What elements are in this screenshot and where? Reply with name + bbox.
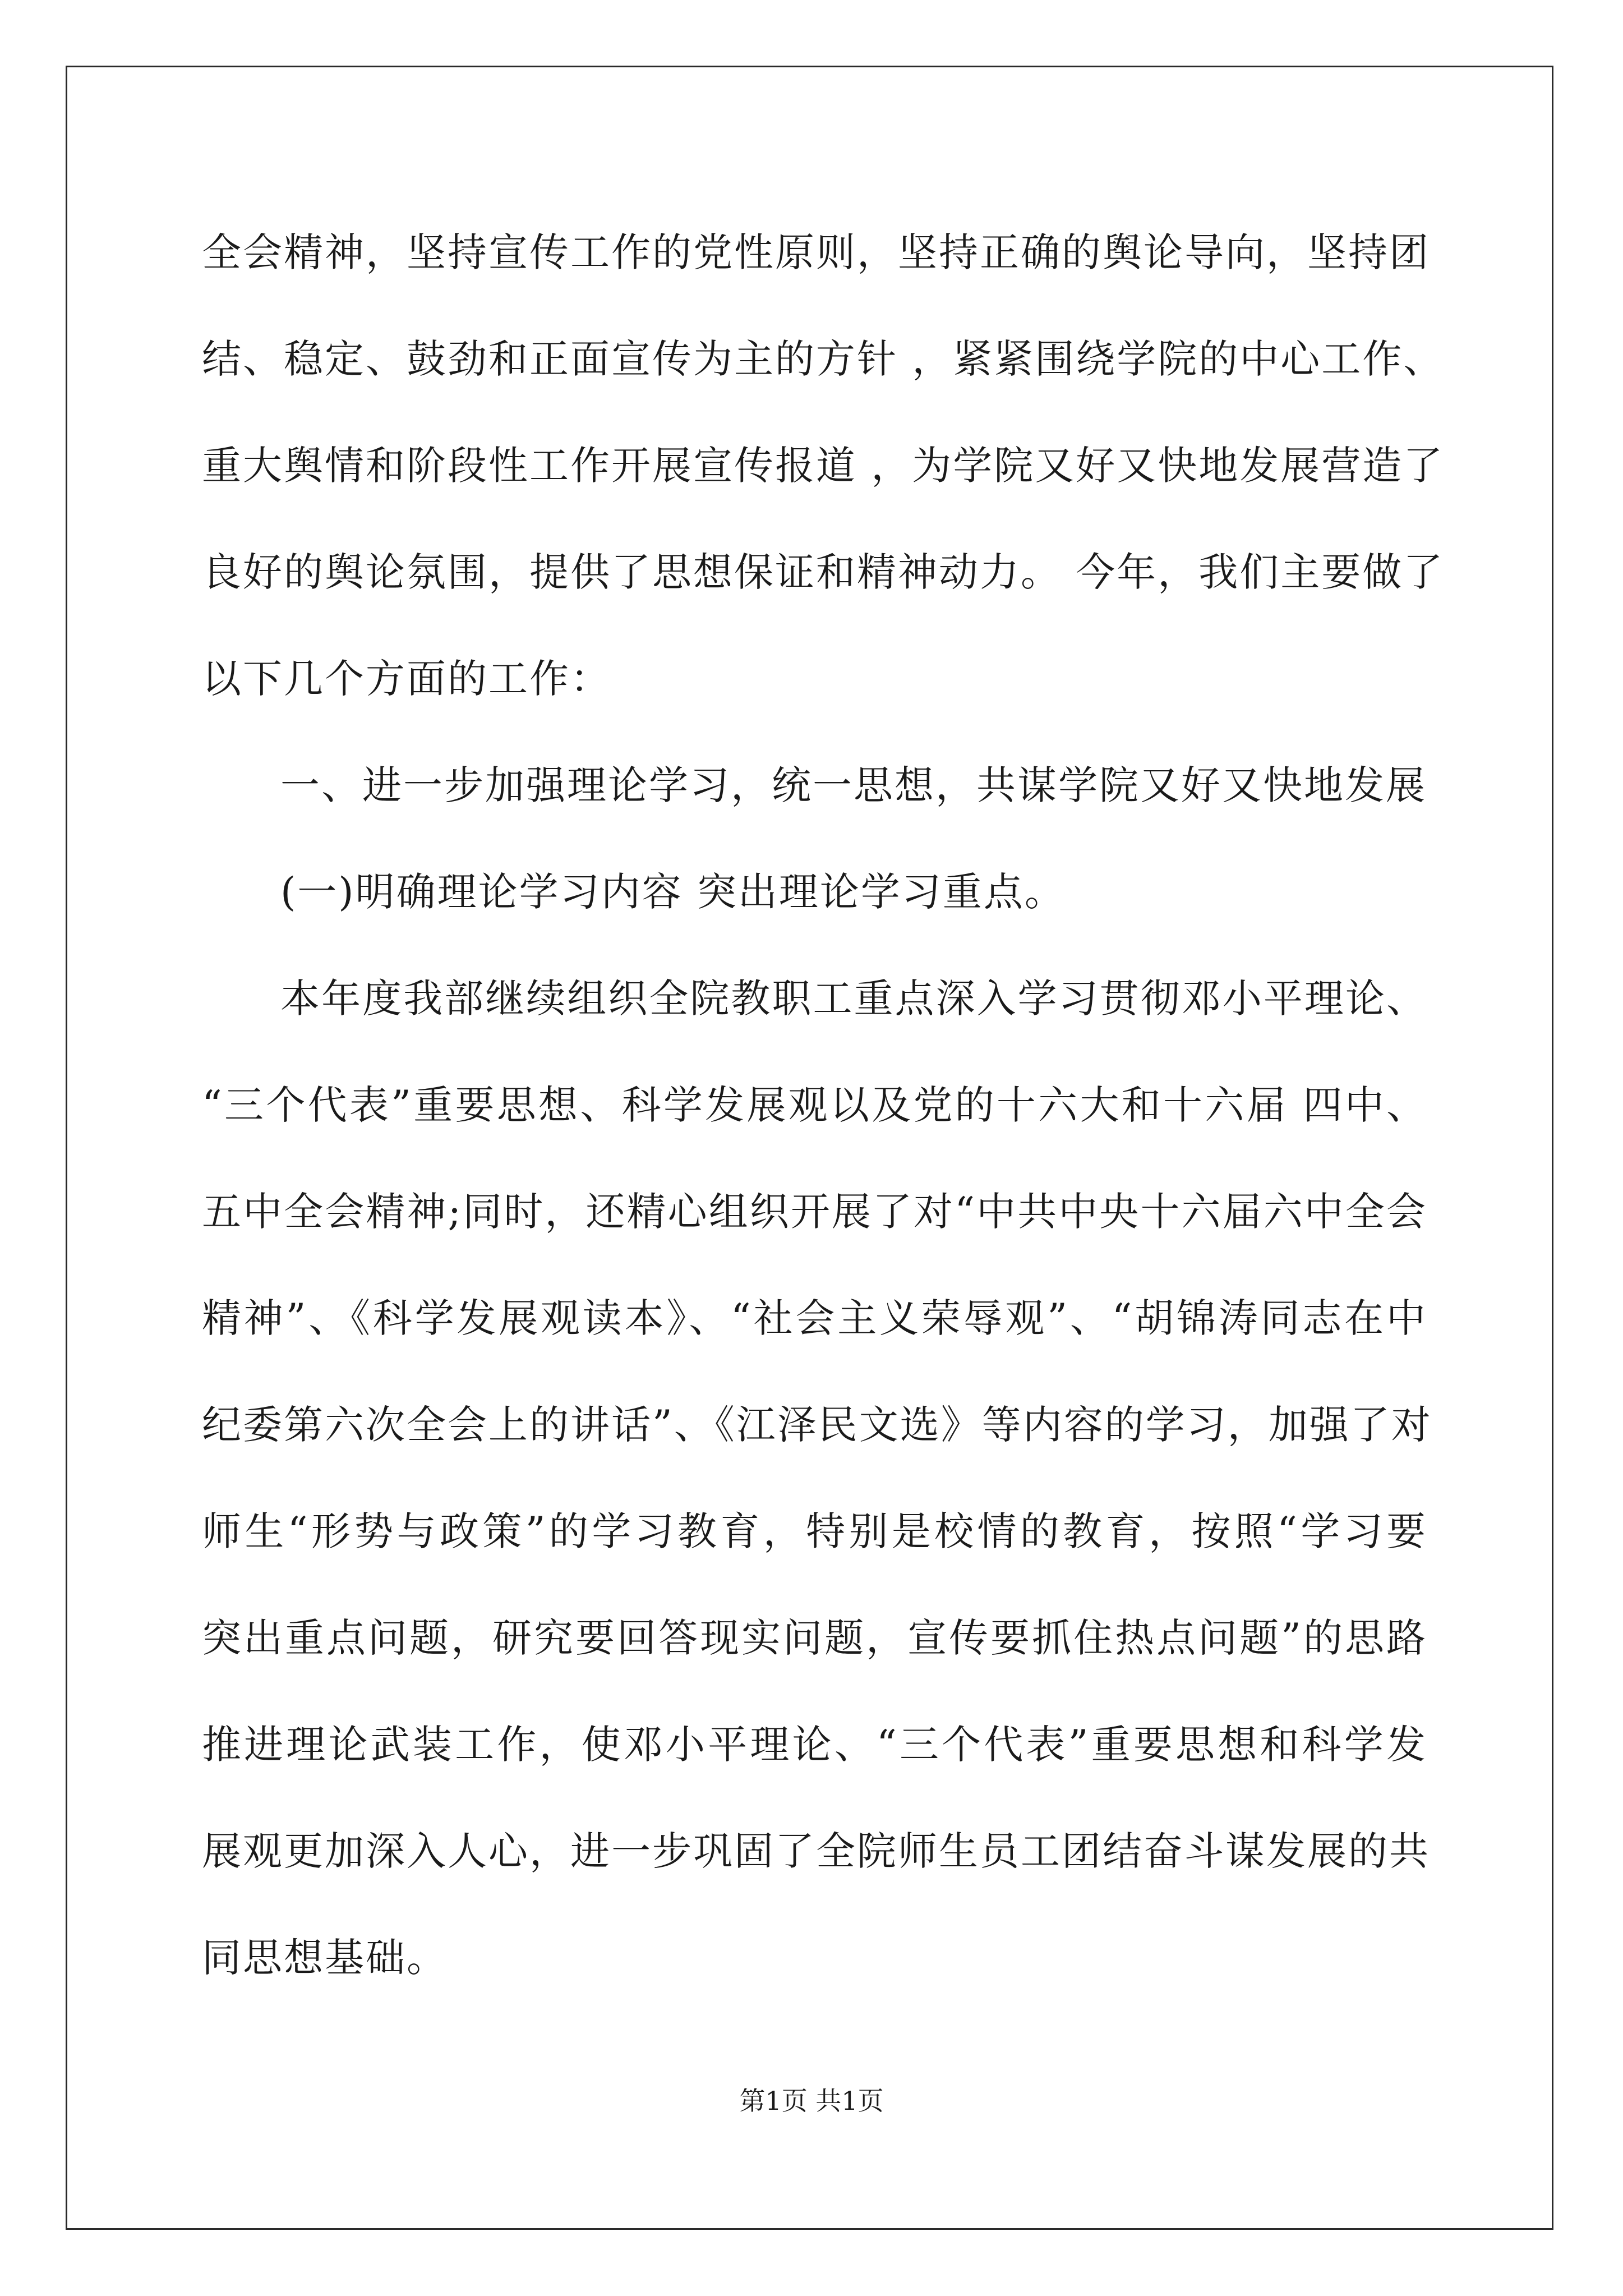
subsection-heading: (一)明确理论学习内容 突出理论学习重点。 [280, 869, 1066, 915]
body-line-13: 师生“形势与政策”的学习教育，特别是校情的教育，按照“学习要 [202, 1508, 1427, 1554]
body-line-9: “三个代表”重要思想、科学发展观以及党的十六大和十六届 四中、 [202, 1082, 1427, 1128]
body-line-8: 本年度我部继续组织全院教职工重点深入学习贯彻邓小平理论、 [280, 976, 1427, 1022]
page-border [66, 66, 1553, 2230]
body-line-2: 结、稳定、鼓劲和正面宣传为主的方针 ，紧紧围绕学院的中心工作、 [202, 336, 1445, 382]
body-line-5: 以下几个方面的工作： [202, 656, 611, 702]
section-heading: 一、进一步加强理论学习，统一思想，共谋学院又好又快地发展 [280, 762, 1427, 808]
body-line-15: 推进理论武装工作，使邓小平理论、“三个代表”重要思想和科学发 [202, 1722, 1427, 1768]
body-line-17: 同思想基础。 [202, 1935, 448, 1981]
body-line-10: 五中全会精神;同时，还精心组织开展了对“中共中央十六届六中全会 [202, 1189, 1427, 1235]
body-line-4: 良好的舆论氛围，提供了思想保证和精神动力。 今年，我们主要做了 [202, 549, 1445, 595]
page-number-footer: 第1页 共1页 [739, 2086, 884, 2116]
body-line-14: 突出重点问题，研究要回答现实问题，宣传要抓住热点问题”的思路 [202, 1615, 1427, 1661]
body-line-1: 全会精神，坚持宣传工作的党性原则，坚持正确的舆论导向，坚持团 [202, 229, 1430, 275]
body-line-3: 重大舆情和阶段性工作开展宣传报道 ，为学院又好又快地发展营造了 [202, 443, 1445, 489]
body-line-12: 纪委第六次全会上的讲话”、《江泽民文选》等内容的学习，加强了对 [202, 1402, 1432, 1448]
body-line-11: 精神”、《科学发展观读本》、“社会主义荣辱观”、“胡锦涛同志在中 [202, 1295, 1427, 1341]
body-line-16: 展观更加深入人心，进一步巩固了全院师生员工团结奋斗谋发展的共 [202, 1828, 1430, 1874]
